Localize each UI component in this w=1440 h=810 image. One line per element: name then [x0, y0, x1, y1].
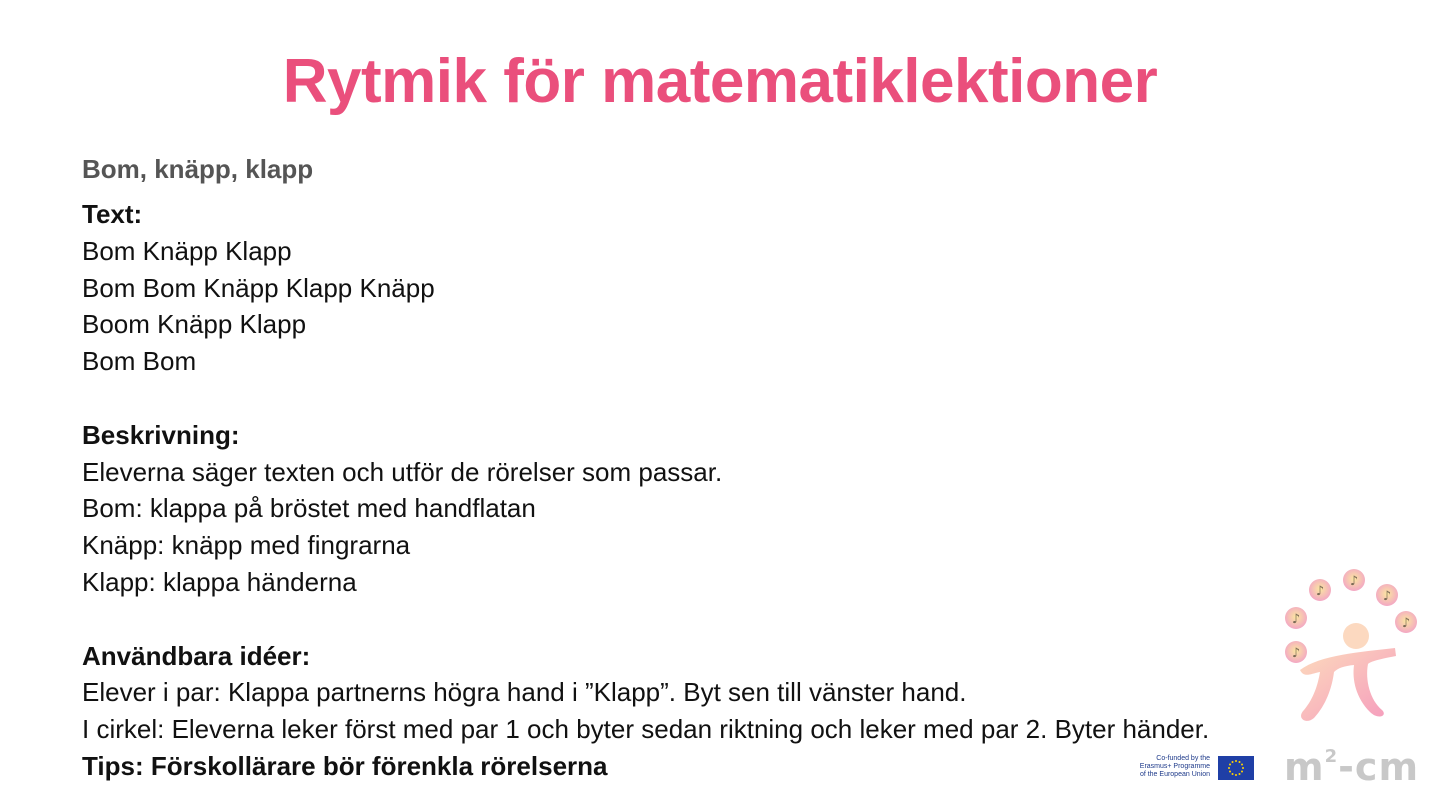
music-note-icon	[1376, 584, 1398, 606]
description-line: Eleverna säger texten och utför de rörelser som passar.	[82, 456, 723, 487]
music-note-icon	[1285, 641, 1307, 663]
svg-text:♪: ♪	[1291, 612, 1301, 627]
description-heading: Beskrivning:	[82, 419, 240, 450]
music-note-icon	[1343, 569, 1365, 591]
ideas-line: I cirkel: Eleverna leker först med par 1 och byter sedan riktning och leker med par 2. Byter händer.	[82, 714, 1210, 745]
music-note-icon	[1309, 579, 1331, 601]
eu-text-line: Erasmus+ Programme	[1139, 763, 1210, 770]
page-title: Rytmik för matematiklektioner	[282, 47, 1158, 116]
music-note-icon	[1285, 607, 1307, 629]
description-line: Klapp: klappa händerna	[82, 566, 357, 597]
pi-logo-icon	[1270, 560, 1430, 730]
text-line: Bom Bom Knäpp Klapp Knäpp	[82, 272, 435, 303]
spacer	[82, 380, 1209, 417]
ideas-line: Elever i par: Klappa partnerns högra hand i ”Klapp”. Byt sen till vänster hand.	[82, 677, 967, 708]
eu-cofunding-text	[1118, 755, 1210, 779]
description-line: Bom: klappa på bröstet med handflatan	[82, 493, 536, 524]
svg-text:♪: ♪	[1315, 584, 1325, 599]
ideas-heading: Användbara idéer:	[82, 640, 311, 671]
m2cm-logo	[1284, 745, 1419, 789]
eu-flag-icon	[1218, 756, 1254, 780]
music-note-icon	[1395, 611, 1417, 633]
brand-rest: -cm	[1338, 745, 1420, 789]
text-heading: Text:	[82, 199, 143, 229]
description-line: Knäpp: knäpp med fingrarna	[82, 530, 411, 561]
eu-text-line: of the European Union	[1139, 771, 1210, 778]
brand-superscript: 2	[1324, 746, 1339, 768]
svg-text:♪: ♪	[1401, 616, 1411, 631]
svg-text:♪: ♪	[1382, 589, 1392, 604]
text-line: Boom Knäpp Klapp	[82, 309, 307, 340]
tips-line: Tips: Förskollärare bör förenkla rörelserna	[82, 750, 608, 781]
eu-text-line: Co-funded by the	[1156, 755, 1210, 762]
svg-text:♪: ♪	[1291, 646, 1301, 661]
content-body	[82, 196, 1209, 785]
spacer	[82, 601, 1209, 638]
brand-m: m	[1284, 745, 1325, 789]
subtitle: Bom, knäpp, klapp	[82, 154, 314, 184]
text-line: Bom Knäpp Klapp	[82, 235, 292, 266]
svg-text:♪: ♪	[1349, 574, 1359, 589]
text-line: Bom Bom	[82, 346, 197, 377]
